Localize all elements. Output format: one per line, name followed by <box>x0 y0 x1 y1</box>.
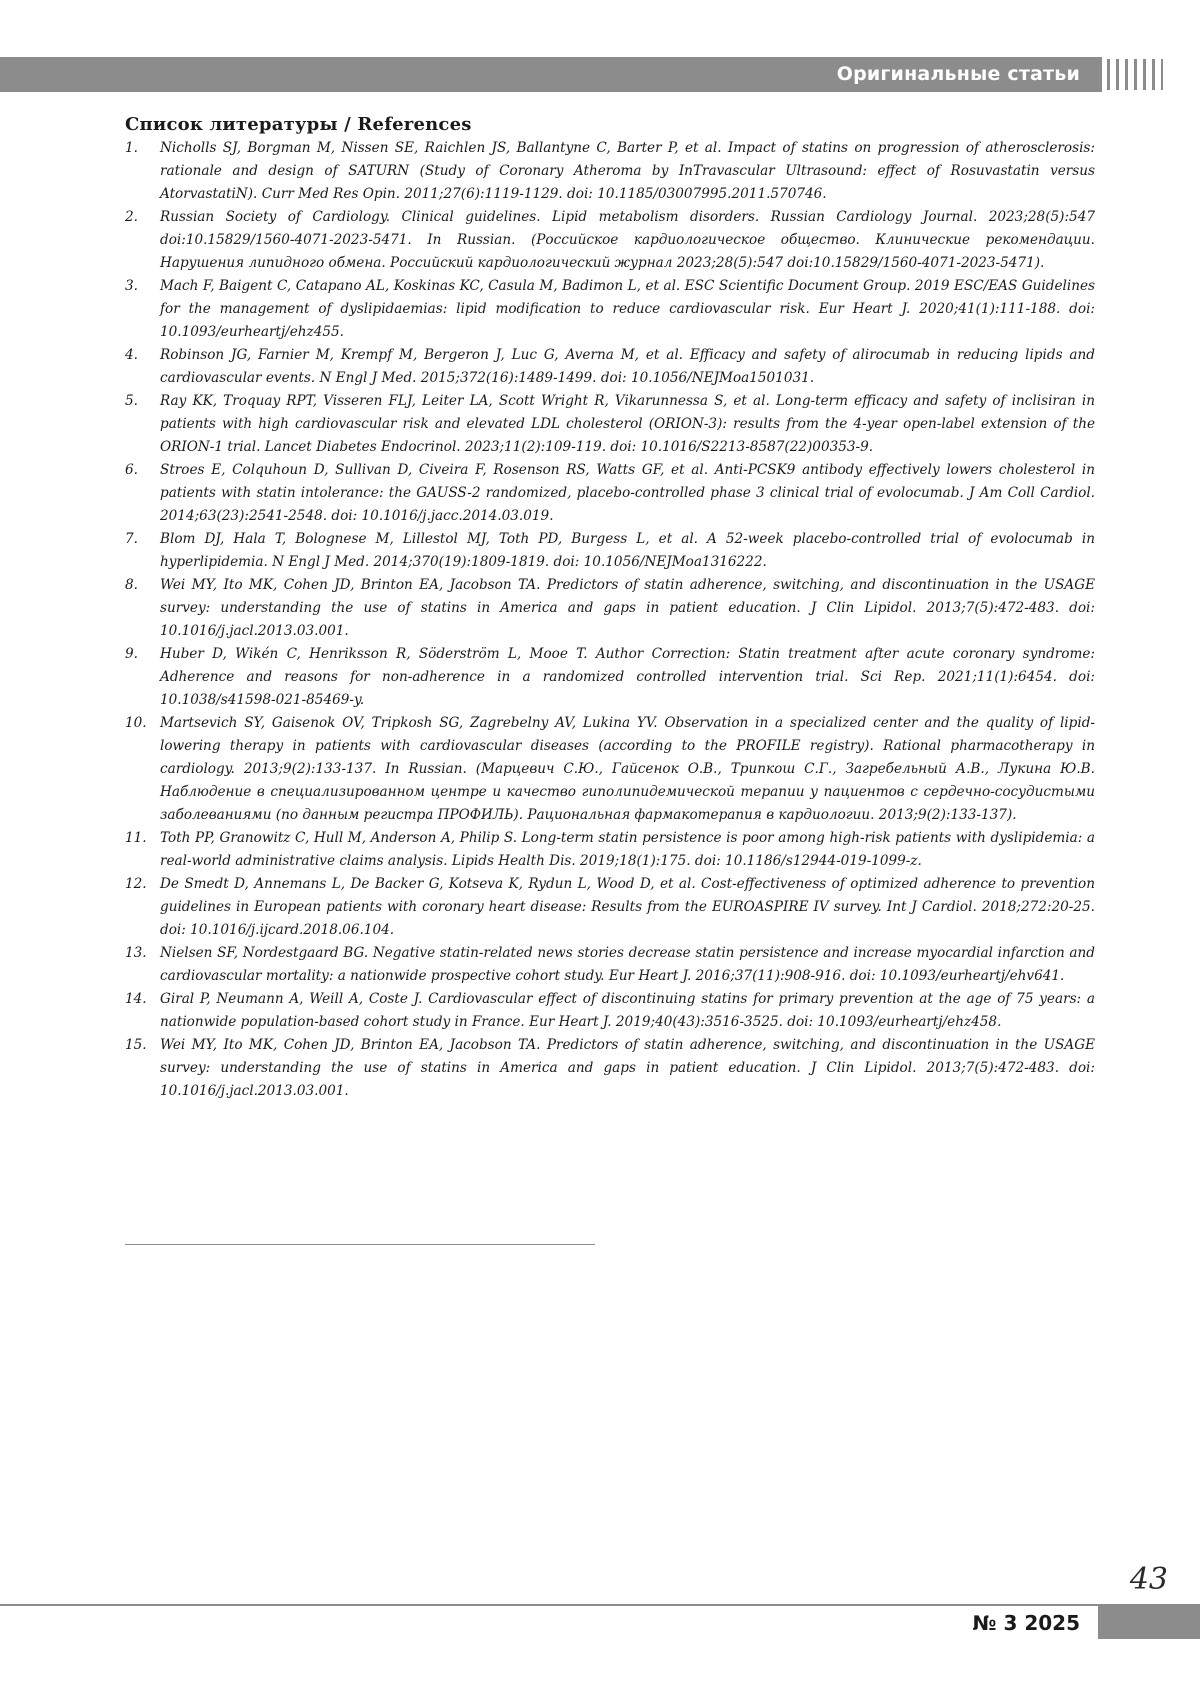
issue-label: № 3 2025 <box>972 1611 1080 1635</box>
reference-number: 14. <box>125 991 147 1007</box>
reference-text: Toth PP, Granowitz C, Hull M, Anderson A, Philip S. Long-term statin persistence is poor among high-risk patients with dyslipidemia: a real-world administrative claims analysis. Lipids Health Dis. 2019;18(1):175. doi: 10.1186/s12944-019-1099-z. <box>160 830 1095 869</box>
reference-number: 6. <box>125 462 138 478</box>
header-stripes-decoration <box>1107 57 1169 92</box>
reference-item <box>125 275 1095 344</box>
page-number: 43 <box>1129 1562 1168 1597</box>
reference-text: Blom DJ, Hala T, Bolognese M, Lillestol MJ, Toth PD, Burgess L, et al. A 52-week placebo-controlled trial of evolocumab in hyperlipidemia. N Engl J Med. 2014;370(19):1809-1819. doi: 10.1056/NEJMoa1316222. <box>160 531 1095 570</box>
reference-item <box>125 137 1095 206</box>
reference-text: Robinson JG, Farnier M, Krempf M, Bergeron J, Luc G, Averna M, et al. Efficacy and safety of alirocumab in reducing lipids and cardiovascular events. N Engl J Med. 2015;372(16):1489-1499. doi: 10.1056/NEJMoa1501031. <box>160 347 1095 386</box>
reference-number: 11. <box>125 830 147 846</box>
reference-number: 13. <box>125 945 147 961</box>
reference-number: 9. <box>125 646 138 662</box>
reference-text: Martsevich SY, Gaisenok OV, Tripkosh SG, Zagrebelny AV, Lukina YV. Observation in a specialized center and the quality of lipid-lowering therapy in patients with cardiovascular diseases (according to the PROFILE registry). Rational pharmacotherapy in cardiology. 2013;9(2):133-137. In Russian. (Марцевич С.Ю., Гайсенок О.В., Трипкош С.Г., Загребельный А.В., Лукина Ю.В. Наблюдение в специализированном центре и качество гиполипидемической терапии у пациентов с сердечно-сосудистыми заболеваниями (по данным регистра ПРОФИЛЬ). Рациональная фармакотерапия в кардиологии. 2013;9(2):133-137). <box>160 715 1095 823</box>
reference-text: Ray KK, Troquay RPT, Visseren FLJ, Leiter LA, Scott Wright R, Vikarunnessa S, et al. Long-term efficacy and safety of inclisiran in patients with high cardiovascular risk and elevated LDL cholesterol (ORION-3): results from the 4-year open-label extension of the ORION-1 trial. Lancet Diabetes Endocrinol. 2023;11(2):109-119. doi: 10.1016/S2213-8587(22)00353-9. <box>160 393 1095 455</box>
reference-text: Wei MY, Ito MK, Cohen JD, Brinton EA, Jacobson TA. Predictors of statin adherence, switching, and discontinuation in the USAGE survey: understanding the use of statins in America and gaps in patient education. J Clin Lipidol. 2013;7(5):472-483. doi: 10.1016/j.jacl.2013.03.001. <box>160 1037 1095 1099</box>
reference-number: 4. <box>125 347 138 363</box>
reference-number: 5. <box>125 393 138 409</box>
reference-item <box>125 390 1095 459</box>
reference-text: Nicholls SJ, Borgman M, Nissen SE, Raichlen JS, Ballantyne C, Barter P, et al. Impact of statins on progression of atherosclerosis: rationale and design of SATURN (Study of Coronary Atheroma by InTravascular Ultrasound: effect of Rosuvastatin versus AtorvastatiN). Curr Med Res Opin. 2011;27(6):1119-1129. doi: 10.1185/03007995.2011.570746. <box>160 140 1095 202</box>
reference-item <box>125 206 1095 275</box>
footer-band <box>1098 1605 1200 1639</box>
reference-number: 1. <box>125 140 138 156</box>
reference-text: De Smedt D, Annemans L, De Backer G, Kotseva K, Rydun L, Wood D, et al. Cost-effectiveness of optimized adherence to prevention guidelines in European patients with coronary heart disease: Results from the EUROASPIRE IV survey. Int J Cardiol. 2018;272:20-25. doi: 10.1016/j.ijcard.2018.06.104. <box>160 876 1095 938</box>
reference-item <box>125 528 1095 574</box>
reference-number: 7. <box>125 531 138 547</box>
footnote-divider <box>125 1244 595 1245</box>
references-section <box>125 114 1095 1103</box>
reference-text: Nielsen SF, Nordestgaard BG. Negative statin-related news stories decrease statin persistence and increase myocardial infarction and cardiovascular mortality: a nationwide prospective cohort study. Eur Heart J. 2016;37(11):908-916. doi: 10.1093/eurheartj/ehv641. <box>160 945 1095 984</box>
reference-text: Russian Society of Cardiology. Clinical guidelines. Lipid metabolism disorders. Russian Cardiology Journal. 2023;28(5):547 doi:10.15829/1560-4071-2023-5471. In Russian. (Российское кардиологическое общество. Клинические рекомендации. Нарушения липидного обмена. Российский кардиологический журнал 2023;28(5):547 doi:10.15829/1560-4071-2023-5471). <box>160 209 1095 271</box>
reference-number: 15. <box>125 1037 147 1053</box>
reference-item <box>125 344 1095 390</box>
reference-item <box>125 988 1095 1034</box>
reference-number: 3. <box>125 278 138 294</box>
reference-text: Giral P, Neumann A, Weill A, Coste J. Cardiovascular effect of discontinuing statins for primary prevention at the age of 75 years: a nationwide population-based cohort study in France. Eur Heart J. 2019;40(43):3516-3525. doi: 10.1093/eurheartj/ehz458. <box>160 991 1095 1030</box>
reference-list <box>125 137 1095 1103</box>
section-title: Оригинальные статьи <box>836 63 1080 85</box>
reference-item <box>125 1034 1095 1103</box>
reference-item <box>125 942 1095 988</box>
reference-item <box>125 643 1095 712</box>
reference-item <box>125 873 1095 942</box>
reference-number: 8. <box>125 577 138 593</box>
references-heading: Список литературы / References <box>125 114 472 135</box>
reference-number: 10. <box>125 715 147 731</box>
reference-number: 12. <box>125 876 147 892</box>
reference-text: Stroes E, Colquhoun D, Sullivan D, Civeira F, Rosenson RS, Watts GF, et al. Anti-PCSK9 antibody effectively lowers cholesterol in patients with statin intolerance: the GAUSS-2 randomized, placebo-controlled phase 3 clinical trial of evolocumab. J Am Coll Cardiol. 2014;63(23):2541-2548. doi: 10.1016/j.jacc.2014.03.019. <box>160 462 1095 524</box>
reference-item <box>125 459 1095 528</box>
reference-number: 2. <box>125 209 138 225</box>
reference-text: Wei MY, Ito MK, Cohen JD, Brinton EA, Jacobson TA. Predictors of statin adherence, switching, and discontinuation in the USAGE survey: understanding the use of statins in America and gaps in patient education. J Clin Lipidol. 2013;7(5):472-483. doi: 10.1016/j.jacl.2013.03.001. <box>160 577 1095 639</box>
reference-text: Mach F, Baigent C, Catapano AL, Koskinas KC, Casula M, Badimon L, et al. ESC Scientific Document Group. 2019 ESC/EAS Guidelines for the management of dyslipidaemias: lipid modification to reduce cardiovascular risk. Eur Heart J. 2020;41(1):111-188. doi: 10.1093/eurheartj/ehz455. <box>160 278 1095 340</box>
reference-item <box>125 827 1095 873</box>
reference-text: Huber D, Wikén C, Henriksson R, Söderström L, Mooe T. Author Correction: Statin treatment after acute coronary syndrome: Adherence and reasons for non-adherence in a randomized controlled intervention trial. Sci Rep. 2021;11(1):6454. doi: 10.1038/s41598-021-85469-y. <box>160 646 1095 708</box>
reference-item <box>125 574 1095 643</box>
reference-item <box>125 712 1095 827</box>
